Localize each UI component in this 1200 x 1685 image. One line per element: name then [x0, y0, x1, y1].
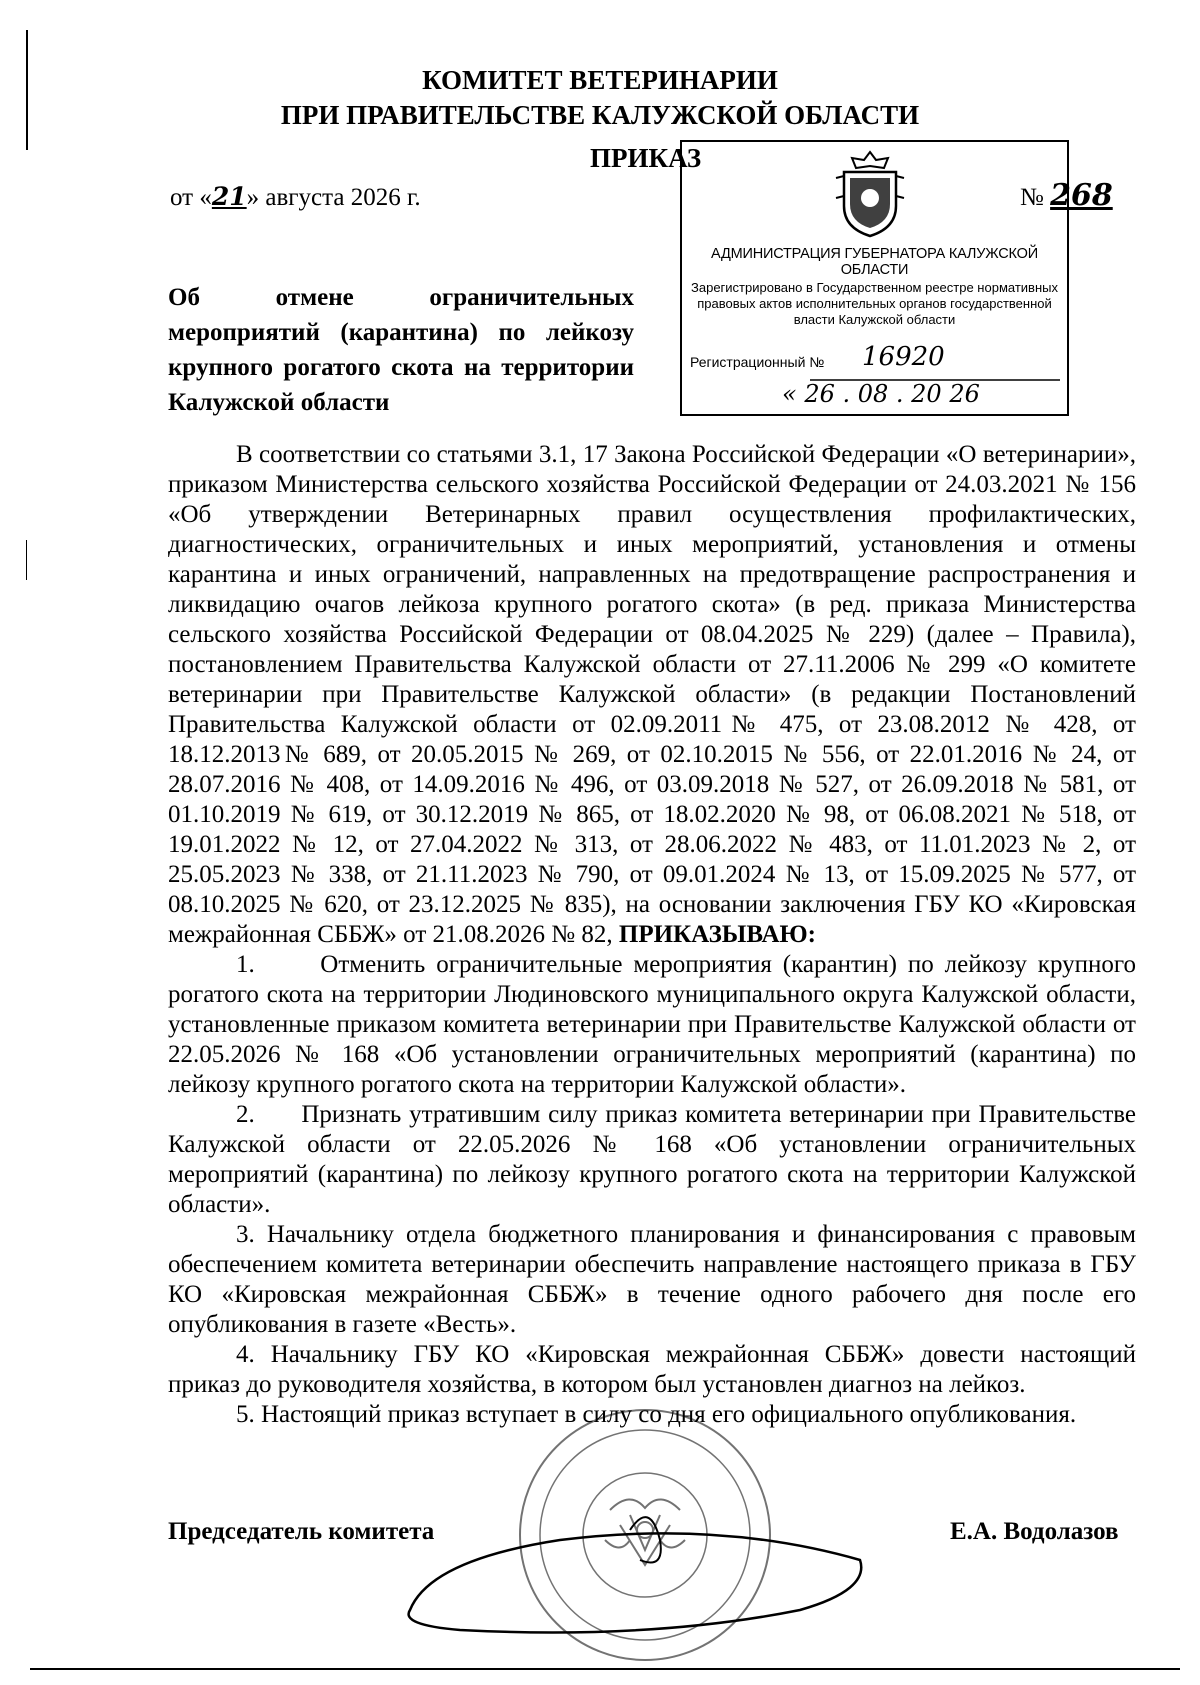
order-item-2: 2. Признать утратившим силу приказ комитета ветеринарии при Правительстве Калужской области от 22.05.2026 № 168 «Об установлении ограничительных мероприятий (карантина) по лейкозу крупного рогатого скота на территории Калужской области».	[168, 1101, 1136, 1218]
order-item-1: 1. Отменить ограничительные мероприятия (карантин) по лейкозу крупного рогатого скота на территории Людиновского муниципального округа Калужской области, установленные приказом комитета ветеринарии при Правительстве Калужской области от 22.05.2026 № 168 «Об установлении ограничительных мероприятий (карантина) по лейкозу крупного рогатого скота на территории Калужской области».	[168, 951, 1136, 1098]
order-item-4: 4. Начальнику ГБУ КО «Кировская межрайонная СББЖ» довести настоящий приказ до руководителя хозяйства, в котором был установлен диагноз на лейкоз.	[168, 1341, 1136, 1398]
preamble	[168, 440, 1136, 950]
order-subject: Об отмене ограничительных мероприятий (карантина) по лейкозу крупного рогатого скота на территории Калужской области	[168, 284, 634, 416]
stamp-regnum-label: Регистрационный №	[690, 354, 825, 370]
number-prefix: №	[1020, 184, 1044, 211]
stamp-registered: Зарегистрировано в Государственном реестре нормативных правовых актов исполнительных органов государственной власти Калужской области	[691, 280, 1058, 327]
date-suffix: » августа 2026 г.	[246, 184, 421, 211]
signer-name: Е.А. Водолазов	[950, 1518, 1119, 1545]
order-item-5: 5. Настоящий приказ вступает в силу со дня его официального опубликования.	[236, 1401, 1077, 1428]
order-item-3: 3. Начальнику отдела бюджетного планирования и финансирования с правовым обеспечением комитета ветеринарии обеспечить направление настоящего приказа в ГБУ КО «Кировская межрайонная СББЖ» в течение одного рабочего дня после его опубликования в газете «Весть».	[168, 1221, 1136, 1338]
org-name-line2: ПРИ ПРАВИТЕЛЬСТВЕ КАЛУЖСКОЙ ОБЛАСТИ	[280, 100, 920, 130]
signer-title: Председатель комитета	[168, 1518, 435, 1545]
stamp-reg-date: « 26 . 08 . 20 26	[782, 380, 980, 408]
order-body	[168, 440, 1136, 1430]
scan-edge-left-mid	[26, 540, 27, 580]
preamble-text: В соответствии со статьями 3.1, 17 Закона Российской Федерации «О ветеринарии», приказом Министерства сельского хозяйства Российской Федерации от 24.03.2021 № 156 «Об утверждении Ветеринарных правил осуществления профилактических, диагностических, ограничительных и иных мероприятий, установления и отмены карантина и иных ограничений, направленных на предотвращение распространения и ликвидацию очагов лейкоза крупного рогатого скота» (в ред. приказа Министерства сельского хозяйства Российской Федерации от 08.04.2025 № 229) (далее – Правила), постановлением Правительства Калужской области от 27.11.2006 № 299 «О комитете ветеринарии при Правительстве Калужской области» (в редакции Постановлений Правительства Калужской области от 02.09.2011№ 475, от 23.08.2012 № 428, от 18.12.2013№ 689, от 20.05.2015 № 269, от 02.10.2015 № 556, от 22.01.2016 № 24, от 28.07.2016 № 408, от 14.09.2016 № 496, от 03.09.2018 № 527, от 26.09.2018 № 581, от 01.10.2019 № 619, от 30.12.2019 № 865, от 18.02.2020 № 98, от 06.08.2021 № 518, от 19.01.2022 № 12, от 27.04.2022 № 313, от 28.06.2022 № 483, от 11.01.2023 № 2, от 25.05.2023 № 338, от 21.11.2023 № 790, от 09.01.2024 № 13, от 15.09.2025 № 577, от 08.10.2025 № 620, от 23.12.2025 № 835), на основании заключения ГБУ КО «Кировская межрайонная СББЖ» от 21.08.2026 № 82,	[168, 441, 1136, 948]
order-date	[170, 182, 421, 212]
date-day-handwritten: 21	[211, 182, 247, 211]
document-title: ПРИКАЗ	[590, 143, 702, 173]
command-word: ПРИКАЗЫВАЮ:	[618, 921, 816, 948]
coat-of-arms-icon	[830, 148, 910, 240]
date-prefix: от «	[170, 184, 212, 211]
registration-stamp	[680, 140, 1069, 416]
stamp-regnum-value: 16920	[862, 342, 945, 372]
handwritten-signature-icon	[400, 1500, 880, 1650]
stamp-admin: АДМИНИСТРАЦИЯ ГУБЕРНАТОРА КАЛУЖСКОЙ ОБЛАСТИ	[711, 246, 1038, 278]
number-handwritten: 268	[1050, 178, 1113, 213]
org-name-line1: КОМИТЕТ ВЕТЕРИНАРИИ	[422, 65, 778, 95]
